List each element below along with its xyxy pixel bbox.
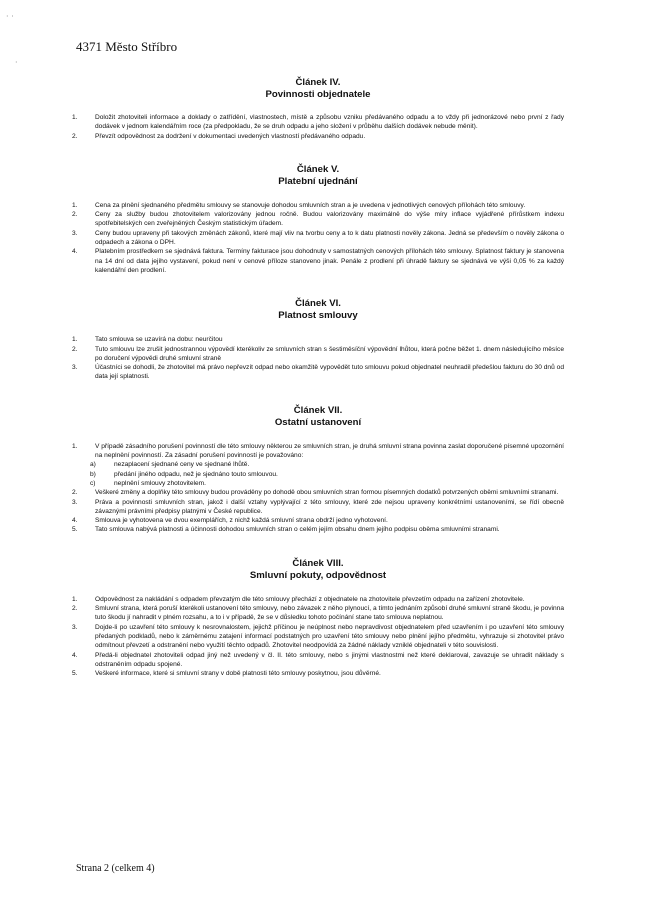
- article-number: Článek VIII.: [292, 557, 344, 569]
- list-item: 5. Veškeré informace, které si smluvní strany v době platnosti této smlouvy poskytnou, jsou důvěrné.: [72, 670, 381, 678]
- article-title: Platnost smlouvy: [278, 310, 358, 322]
- article-number: Článek V.: [296, 163, 340, 175]
- article-title: Smluvní pokuty, odpovědnost: [249, 569, 387, 581]
- article-number: Článek IV.: [295, 77, 341, 88]
- list-item: 1. V případě zásadního porušení povinností dle této smlouvy některou ze smluvních stran, je druhá smluvní strana povinna zaslat doporučené písemné upozornění na neplnění povinností. Za zásadní porušení povinností je považováno: a) nezaplacení sjednané ceny ve sjednané lhůtě. b) předání jiného odpadu, než je sjednáno touto smlouvou. c) neplnění smlouvy zhotovitelem.: [72, 442, 564, 487]
- page-header: 4371 Město Stříbro: [76, 39, 178, 54]
- article-number: Článek VII.: [293, 404, 343, 416]
- scan-speck: ·: [15, 58, 18, 67]
- list-item: 3. Dojde-li po uzavření této smlouvy k nesrovnalostem, jejichž příčinou je neúplnost nebo nepravdivost objednatelem před uzavřením i po uzavření této smlouvy předaných podkladů, nebo k záměrnému zatajení informací podstatných pro uzavření této smlouvy nebo plnění jejího předmětu, vyhrazuje si zhotovitel právo odmítnout převzetí a odstranění nebo využití těchto odpadů. Zhotovitel neodpovídá za žádné náklady vzniklé objednateli v této souvislosti.: [72, 623, 564, 650]
- list-item: 4. Platebním prostředkem se sjednává faktura. Termíny fakturace jsou dohodnuty v samostatných cenových přílohách této smlouvy. Splatnost faktury je stanovena na 14 dní od data jejího vystavení, pokud není v cenové příloze stanoveno jinak. Penále z prodlení při úhradě faktury se sjednává ve výši 0,05 % za každý kalendářní den prodlení.: [72, 248, 564, 274]
- article-viii: [72, 558, 564, 679]
- article-iv: [72, 74, 564, 141]
- document-body: [72, 74, 564, 678]
- article-number: Článek VI.: [295, 298, 341, 310]
- list-item: 1. Tato smlouva se uzavírá na dobu: neurčitou: [72, 336, 223, 344]
- list-item: 1. Cena za plnění sjednaného předmětu smlouvy se stanovuje dohodou smluvních stran a je uvedena v jednotlivých cenových přílohách této smlouvy.: [72, 201, 526, 209]
- sub-item: b) předání jiného odpadu, než je sjednáno touto smlouvou.: [90, 470, 278, 478]
- list-item: 1. Odpovědnost za nakládání s odpadem převzatým dle této smlouvy přechází z objednatele na zhotovitele převzetím odpadu na zařízení zhotovitele.: [72, 595, 525, 603]
- list-item: 5. Tato smlouva nabývá platnosti a účinnosti dohodou smluvních stran o celém jejím obsahu dnem jejího podpisu oběma smluvními stranami.: [72, 526, 500, 534]
- list-item: 3. Ceny budou upraveny při takových změnách zákonů, které mají vliv na tvorbu ceny a to k datu platnosti nověly zákona. Jedná se především o nověly zákona o odpadech a zákona o DPH.: [72, 229, 564, 247]
- list-item: 2. Převzít odpovědnost za dodržení v dokumentaci uvedených vlastností předávaného odpadu.: [72, 132, 366, 140]
- sub-item: c) neplnění smlouvy zhotovitelem.: [90, 479, 206, 487]
- sub-item: a) nezaplacení sjednané ceny ve sjednané lhůtě.: [90, 461, 250, 469]
- list-item: 2. Smluvní strana, která poruší kterékoli ustanovení této smlouvy, nebo závazek z něho plynoucí, a tímto jednáním způsobí druhé smluvní straně škodu, je povinna tuto škodu jí nahradit v plném rozsahu, a to i v případě, že se v důsledku tohoto počínání stane tato smlouva neplatnou.: [72, 605, 564, 622]
- article-vii: [72, 405, 564, 535]
- list-item: 4. Smlouva je vyhotovena ve dvou exemplářích, z nichž každá smluvní strana obdrží jedno vyhotovení.: [72, 517, 388, 525]
- list-item: 2. Veškeré změny a doplňky této smlouvy budou prováděny po dohodě obou smluvních stran formou písemných dodatků potvrzených oběmi smluvními stranami.: [72, 489, 559, 497]
- page-footer: Strana 2 (celkem 4): [76, 863, 155, 874]
- list-item: 4. Předá-li objednatel zhotoviteli odpad jiný než uvedený v čl. II. této smlouvy, nebo s jinými vlastnostmi než které deklaroval, zavazuje se uhradit náklady s odstraněním odpadu spojené.: [72, 651, 564, 668]
- article-title: Povinnosti objednatele: [265, 89, 371, 100]
- article-title: Platební ujednání: [278, 175, 358, 187]
- list-item: 1. Doložit zhotoviteli informace a doklady o zatřídění, vlastnostech, místě a způsobu vzniku předávaného odpadu a to vždy při jednorázové nebo první z řady dodávek v jednom kalendářním roce (za předpokladu, že se druh odpadu a jeho složení v průběhu dalších dodávek nebude měnit).: [72, 114, 564, 131]
- article-title: Ostatní ustanovení: [274, 416, 362, 428]
- article-v: [72, 164, 564, 275]
- list-item: 2. Ceny za služby budou zhotovitelem valorizovány jednou ročně. Budou valorizovány maximálně do výše míry inflace vyjádřené přírůstkem indexu spotřebitelských cen zveřejněných Českým statistickým úřadem.: [72, 211, 564, 228]
- article-vi: [72, 298, 564, 381]
- list-item: 2. Tuto smlouvu lze zrušit jednostrannou výpovědí kterékoliv ze smluvních stran s šestiměsíční výpovědní lhůtou, která počne běžet 1. dnem následujícího měsíce po doručení výpovědi druhé smluvní straně: [72, 345, 564, 362]
- list-item: 3. Účastníci se dohodli, že zhotovitel má právo nepřevzít odpad nebo okamžitě vypovědět tuto smlouvu pokud objednatel neuhradil předešlou fakturu do 30 dnů od data její splatnosti.: [72, 364, 564, 381]
- list-item: 3. Práva a povinnosti smluvních stran, jakož i další vztahy vyplývající z této smlouvy, které zde nejsou upraveny konkrétními ustanoveními, se řídí obecně závaznými právními předpisy platnými v České republice.: [72, 498, 564, 515]
- scan-speck: · ·: [6, 12, 14, 21]
